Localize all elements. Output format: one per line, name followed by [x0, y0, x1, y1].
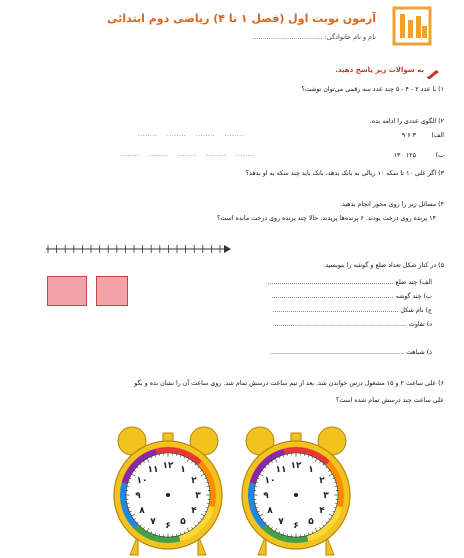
clock-number: ۷ — [278, 516, 284, 527]
question-3: ۳) اگر علی ۱۰ تا سکه ۱۰ ریالی به بانک بدهد، بانک باید چند سکه به او بدهد؟ — [245, 170, 444, 177]
clock-number: ۶ — [165, 521, 171, 531]
page-title: آزمون نوبت اول (فصل ۱ تا ۴) ریاضی دوم ابتدائی — [107, 12, 376, 25]
number-line — [44, 243, 232, 255]
clock-number: ۲ — [319, 476, 325, 486]
section-header: به سوالات زیر پاسخ دهید. — [335, 66, 424, 74]
clock-number: ۸ — [267, 506, 273, 516]
clock-center — [166, 493, 170, 497]
clock-number: ۳ — [195, 491, 201, 501]
clock-center — [294, 493, 298, 497]
clock-number: ۹ — [263, 491, 269, 501]
question-2: ۲) الگوی عددی را ادامه بده. — [369, 118, 444, 125]
question-4: ۴) مسائل زیر را روی محور انجام بدهید. — [339, 201, 444, 208]
clock-number: ۱۰ — [264, 476, 276, 486]
question-1: ۱) با عدد ۲ - ۴ - ۵ چند عدد سه رقمی می‌توان نوشت؟ — [301, 86, 444, 93]
clock-number: ۵ — [308, 516, 314, 527]
clock-number: ۹ — [135, 491, 141, 501]
logo-icon — [392, 6, 432, 46]
question-2b-numbers: ۱۲۵ ۱۳۰ — [393, 152, 416, 159]
question-6-line-1: ۶) علی ساعت ۲ و ۱۵ مشغول درس خواندن شد. بعد از نیم ساعت درسش تمام شد. روی ساعت آن را نشان بده و بگو — [134, 380, 444, 387]
clock-number: ۳ — [323, 491, 329, 501]
question-5-item-c: ج) نام شکل ............................................................... — [272, 307, 432, 314]
clock-number: ۲ — [191, 476, 197, 486]
clock-left[interactable] — [108, 423, 228, 558]
q2a-blanks: ........ ........ ........ ........ — [138, 131, 244, 138]
question-4a: ۱۴ پرنده روی درخت بودند. ۶ پرنده‌ها پریدند، حالا چند پرنده روی درخت مانده است؟ — [217, 215, 436, 222]
clock-number: ۴ — [319, 506, 325, 516]
shape-rectangle-2 — [96, 276, 128, 306]
pencil-icon — [426, 64, 440, 83]
clock-number: ۶ — [293, 521, 299, 531]
question-2a-label: الف) — [431, 132, 444, 139]
question-2a-numbers: ۳ ۶ ۹ — [401, 132, 416, 139]
clock-number: ۱ — [308, 465, 314, 476]
clock-number: ۱ — [180, 465, 186, 476]
clock-number: ۴ — [191, 506, 197, 516]
clock-number: ۵ — [180, 516, 186, 527]
clock-number: ۱۲ — [162, 461, 174, 471]
clock-number: ۱۱ — [275, 465, 287, 476]
question-6-line-2: علی ساعت چند درسش تمام شده است؟ — [335, 397, 444, 404]
question-5-item-b: ب) چند گوشه ............................................................. — [271, 293, 432, 300]
clock-number: ۱۰ — [136, 476, 148, 486]
question-5-item-d: د) تفاوت .................................................................. — [274, 321, 432, 328]
clock-number: ۱۲ — [290, 461, 302, 471]
question-5-item-a: الف) چند ضلع ............................................................... — [267, 279, 432, 286]
name-field-label: نام و نام خانوادگی: .................................. — [252, 33, 376, 41]
q2b-blanks: ........ ........ ........ ........ ........ — [120, 151, 255, 158]
clock-number: ۸ — [139, 506, 145, 516]
question-5: ۵) در کنار شکل تعداد ضلع و گوشه را بنویسید. — [323, 262, 444, 269]
clock-number: ۱۱ — [147, 465, 159, 476]
question-2b-label: ب) — [435, 152, 444, 159]
question-5-item-e: ذ) شباهت ................................................................... — [270, 349, 432, 356]
shape-rectangle-1 — [47, 276, 87, 306]
clock-number: ۷ — [150, 516, 156, 527]
clock-right[interactable] — [236, 423, 356, 558]
